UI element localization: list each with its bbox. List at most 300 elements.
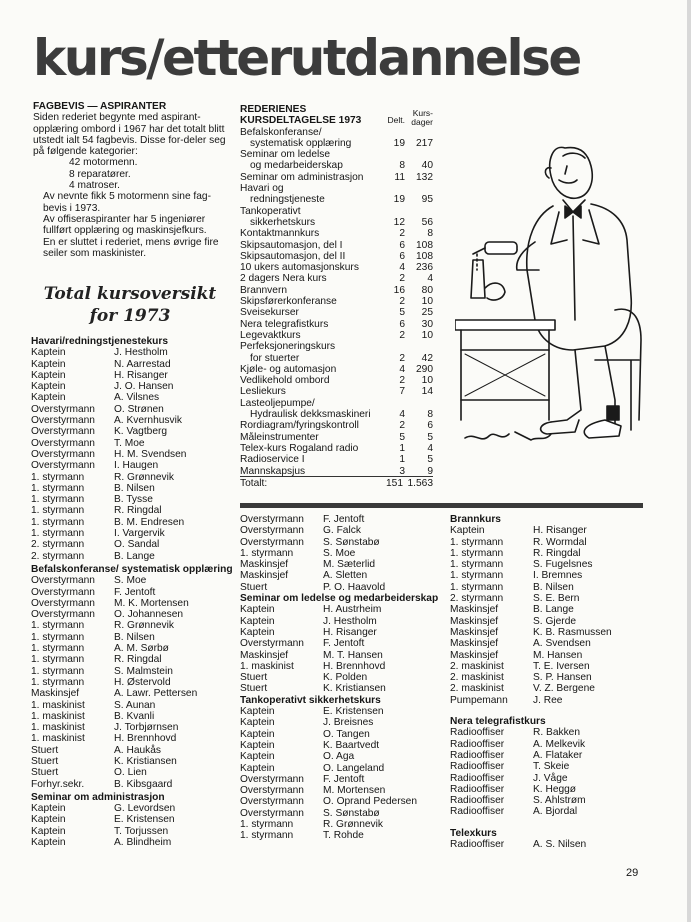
rank-cell: Stuert: [240, 581, 268, 593]
stats-row-label: Nera telegrafistkurs: [240, 318, 329, 330]
total-delt: 151: [386, 478, 403, 489]
section-heading: Seminar om administrasjon: [31, 791, 165, 803]
stats-total: [240, 478, 433, 489]
stats-row: [240, 296, 433, 307]
rank-cell: Kaptein: [31, 358, 66, 370]
table-row: [31, 381, 236, 392]
name-cell: I. Haugen: [114, 460, 159, 472]
stats-heading-line1: REDERIENES: [240, 104, 307, 115]
stats-row-label: sikkerhetskurs: [250, 216, 316, 228]
table-row: [31, 359, 236, 370]
name-cell: A. Blindheim: [114, 837, 172, 849]
stats-row: [240, 443, 433, 454]
rank-cell: 1. styrmann: [31, 471, 85, 483]
stats-row-label: Tankoperativt: [240, 205, 301, 217]
rank-cell: Overstyrmann: [240, 785, 304, 797]
rank-cell: Maskinsjef: [240, 570, 289, 582]
table-row: [31, 575, 236, 586]
stats-heading: [240, 104, 383, 127]
table-row: [240, 661, 445, 672]
table-row: [31, 494, 236, 505]
table-row: [240, 774, 445, 785]
table-row: [240, 537, 445, 548]
col-delt-header: Delt.: [387, 115, 405, 126]
name-cell: O. Tangen: [323, 728, 370, 740]
rank-cell: 1. styrmann: [31, 494, 85, 506]
stats-rows: [240, 127, 433, 477]
rank-cell: 1. styrmann: [240, 819, 294, 831]
name-cell: T. E. Iversen: [533, 660, 590, 672]
table-row: [450, 661, 645, 672]
rank-cell: 2. styrmann: [450, 593, 504, 605]
oversikt-title-line1: Total kursoversikt: [43, 284, 217, 304]
table-row: [450, 773, 645, 784]
rank-cell: Radiooffiser: [450, 795, 505, 807]
table-row: [450, 627, 645, 638]
name-cell: A. Sletten: [323, 570, 368, 582]
rank-cell: Pumpemann: [450, 694, 508, 706]
stats-row-label: Telex-kurs Rogaland radio: [240, 442, 359, 454]
stats-row-label: Skipsførerkonferanse: [240, 296, 337, 308]
rank-cell: Maskinsjef: [31, 688, 80, 700]
fagbevis-count-item: 42 motormenn.: [69, 157, 138, 169]
name-cell: R. Grønnevik: [323, 819, 384, 831]
name-cell: T. Torjussen: [114, 825, 169, 837]
rank-cell: Kaptein: [31, 825, 66, 837]
name-cell: F. Jentoft: [323, 638, 365, 650]
rank-cell: Radiooffiser: [450, 727, 505, 739]
table-row: [240, 683, 445, 694]
name-cell: K. Vagtberg: [114, 426, 168, 438]
rank-cell: Overstyrmann: [31, 609, 95, 621]
name-cell: R. Grønnevik: [114, 471, 175, 483]
stats-row-label: Seminar om administrasjon: [240, 171, 364, 183]
stats-row: [240, 251, 433, 262]
table-row: [450, 750, 645, 761]
fagbevis-intro: Siden rederiet begynte med aspirant-opplæring ombord i 1967 har det totalt blitt utstedt ialt 54 fagbevis. Disse for-deler seg på følgende kategorier:: [33, 112, 226, 158]
section-heading: Befalskonferanse/ systematisk opplæring: [31, 563, 233, 575]
table-row: [240, 650, 445, 661]
rank-cell: 1. styrmann: [31, 631, 85, 643]
stats-row-dager: 217: [416, 137, 433, 149]
stats-row: [240, 273, 433, 284]
table-row: [450, 795, 645, 806]
name-cell: M. Sæterlid: [323, 559, 376, 571]
rank-cell: 1. styrmann: [31, 643, 85, 655]
table-row: [450, 582, 645, 593]
stats-row-label: Sveisekurser: [240, 307, 299, 319]
stats-row-delt: 2: [399, 273, 405, 285]
table-row: [450, 739, 645, 750]
name-cell: K. Baartvedt: [323, 739, 380, 751]
name-cell: E. Kristensen: [114, 814, 175, 826]
rank-cell: Kaptein: [31, 837, 66, 849]
table-row: [450, 695, 645, 706]
name-cell: I. Bremnes: [533, 570, 583, 582]
rank-cell: Overstyrmann: [31, 448, 95, 460]
name-cell: J. O. Hansen: [114, 381, 174, 393]
name-cell: G. Levordsen: [114, 803, 176, 815]
stats-row-delt: [383, 341, 405, 352]
rank-cell: Maskinsjef: [450, 615, 499, 627]
stats-row-dager: 6: [427, 420, 433, 432]
table-row: [450, 839, 645, 850]
table-row: [31, 609, 236, 620]
name-cell: R. Ringdal: [533, 547, 581, 559]
name-cell: R. Ringdal: [114, 654, 162, 666]
rank-cell: Radiooffiser: [450, 772, 505, 784]
rank-cell: 1. styrmann: [31, 676, 85, 688]
table-row: [450, 548, 645, 559]
stats-row-delt: 2: [399, 296, 405, 308]
table-row: [240, 740, 445, 751]
table-row: [240, 559, 445, 570]
fagbevis-counts: [33, 157, 230, 191]
name-cell: B. Kvanli: [114, 710, 155, 722]
total-label: Totalt:: [240, 478, 268, 489]
table-row: [240, 582, 445, 593]
rank-cell: Kaptein: [240, 615, 275, 627]
stats-row: [240, 240, 433, 251]
rank-cell: Stuert: [31, 744, 59, 756]
table-row: [450, 727, 645, 738]
stats-row: [240, 183, 433, 194]
section-heading: Brannkurs: [450, 514, 501, 525]
rank-cell: Stuert: [240, 672, 268, 684]
stats-row-label: Seminar om ledelse: [240, 149, 331, 161]
fagbevis-count-item: 8 reparatører.: [69, 168, 131, 180]
rank-cell: 1. maskinist: [31, 710, 85, 722]
rank-cell: Overstyrmann: [240, 536, 304, 548]
rank-cell: Maskinsjef: [240, 559, 289, 571]
table-row: [31, 756, 236, 767]
name-cell: O. Sandal: [114, 539, 160, 551]
name-cell: F. Jentoft: [114, 586, 156, 598]
table-row: [240, 785, 445, 796]
name-cell: S. Moe: [323, 547, 356, 559]
table-row: [240, 514, 445, 525]
rank-cell: Kaptein: [31, 392, 66, 404]
name-cell: K. Kristiansen: [323, 683, 386, 695]
rank-cell: 2. maskinist: [450, 683, 504, 695]
stats-row-delt: 4: [399, 409, 405, 421]
section-divider-rule: [240, 503, 643, 508]
name-cell: H. Risanger: [533, 525, 587, 537]
table-row: [240, 672, 445, 683]
name-cell: O. Strønen: [114, 403, 164, 415]
table-row: [31, 392, 236, 403]
stats-row-dager: [405, 149, 433, 160]
stats-row-label: Radioservice I: [240, 454, 305, 466]
name-cell: F. Jentoft: [323, 773, 365, 785]
stats-row-dager: 30: [421, 318, 433, 330]
total-dager: 1.563: [407, 478, 433, 489]
name-cell: A. Lawr. Pettersen: [114, 688, 198, 700]
name-cell: H. Østervold: [114, 676, 171, 688]
stats-row-delt: [383, 206, 405, 217]
rank-cell: 1. maskinist: [31, 699, 85, 711]
stats-row-dager: 8: [427, 409, 433, 421]
stats-row-dager: [405, 341, 433, 352]
rank-cell: Kaptein: [240, 751, 275, 763]
rank-cell: Kaptein: [31, 381, 66, 393]
table-row: [240, 808, 445, 819]
stats-row-dager: 9: [427, 465, 433, 477]
rank-cell: 1. styrmann: [450, 559, 504, 571]
table-row: [31, 460, 236, 471]
name-cell: A. Melkevik: [533, 738, 586, 750]
stats-row-label: redningstjeneste: [250, 194, 325, 206]
name-cell: A. Kvernhusvik: [114, 415, 182, 427]
stats-row-label: for stuerter: [250, 352, 300, 364]
stats-row-delt: 6: [399, 239, 405, 251]
name-cell: K. Polden: [323, 672, 368, 684]
stats-row: [240, 206, 433, 217]
table-row: [450, 638, 645, 649]
name-cell: A. M. Sørbø: [114, 643, 169, 655]
rank-cell: Maskinsjef: [450, 604, 499, 616]
table-row: [31, 803, 236, 814]
rank-cell: Kaptein: [450, 525, 485, 537]
name-cell: K. Kristiansen: [114, 755, 177, 767]
table-row: [240, 525, 445, 536]
rank-cell: 1. maskinist: [31, 733, 85, 745]
stats-row: [240, 228, 433, 239]
table-row: [450, 683, 645, 694]
name-cell: H. M. Svendsen: [114, 448, 187, 460]
name-cell: J. Ree: [533, 694, 563, 706]
table-row: [240, 548, 445, 559]
name-cell: R. Wormdal: [533, 536, 587, 548]
table-row: [31, 779, 236, 790]
stats-row: [240, 364, 433, 375]
stats-row-dager: 236: [416, 262, 433, 274]
rank-cell: Overstyrmann: [31, 437, 95, 449]
table-row: [31, 733, 236, 744]
name-cell: M. T. Hansen: [323, 649, 383, 661]
stats-row-label: Legevaktkurs: [240, 329, 301, 341]
stats-row-dager: 108: [416, 239, 433, 251]
stats-row: [240, 341, 433, 352]
fagbevis-p4: En er sluttet i rederiet, mens øvrige fire seiler som maskinister.: [43, 236, 219, 259]
stats-row: [240, 172, 433, 183]
stats-row-dager: [405, 127, 433, 138]
stats-row: [240, 398, 433, 409]
name-cell: S. Ahlstrøm: [533, 795, 586, 807]
name-cell: N. Aarrestad: [114, 358, 171, 370]
name-cell: S. Moe: [114, 575, 147, 587]
stats-row-delt: [383, 398, 405, 409]
name-cell: M. Mortensen: [323, 785, 386, 797]
stats-row: [240, 330, 433, 341]
name-cell: H. Austrheim: [323, 604, 382, 616]
table-row: [31, 598, 236, 609]
table-row: [240, 729, 445, 740]
rank-cell: Stuert: [240, 683, 268, 695]
stats-row-label: Kjøle- og automasjon: [240, 363, 337, 375]
oversikt-title-line2: for 1973: [89, 306, 171, 326]
table-row: [240, 819, 445, 830]
name-cell: J. Torbjørnsen: [114, 722, 179, 734]
stats-row-dager: 42: [421, 352, 433, 364]
name-cell: E. Kristensen: [323, 706, 384, 718]
name-cell: P. O. Haavold: [323, 581, 386, 593]
stats-row-dager: 108: [416, 250, 433, 262]
rank-cell: Overstyrmann: [31, 597, 95, 609]
table-row: [31, 826, 236, 837]
stats-row: [240, 194, 433, 205]
stats-row-dager: 290: [416, 363, 433, 375]
stats-row: [240, 420, 433, 431]
rank-cell: 1. styrmann: [31, 516, 85, 528]
name-cell: A. S. Nilsen: [533, 839, 587, 851]
table-row: [31, 688, 236, 699]
rank-cell: Kaptein: [240, 706, 275, 718]
rank-cell: Overstyrmann: [31, 575, 95, 587]
fagbevis-count-item: 4 matroser.: [69, 180, 120, 192]
table-row: [240, 638, 445, 649]
table-row: [450, 761, 645, 772]
table-row: [450, 559, 645, 570]
rank-cell: Radiooffiser: [450, 783, 505, 795]
rank-cell: Overstyrmann: [240, 638, 304, 650]
name-cell: A. Flataker: [533, 749, 583, 761]
name-cell: T. Skeie: [533, 761, 570, 773]
stats-row: [240, 353, 433, 364]
stats-row-dager: [405, 183, 433, 194]
table-row: [31, 517, 236, 528]
stats-row-delt: 7: [399, 386, 405, 398]
table-row: [450, 593, 645, 604]
name-cell: S. Sønstabø: [323, 807, 380, 819]
col-kursdager-line2: dager: [411, 116, 433, 127]
table-row: [450, 650, 645, 661]
stats-row-delt: 5: [399, 307, 405, 319]
stats-row-delt: 6: [399, 250, 405, 262]
col-kursdager-line1: Kurs-: [412, 107, 433, 118]
name-cell: J. Hestholm: [323, 615, 377, 627]
rank-cell: 1. styrmann: [240, 547, 294, 559]
stats-row-delt: 1: [399, 454, 405, 466]
list-column-2: [240, 514, 445, 842]
stats-row-label: og medarbeiderskap: [250, 160, 343, 172]
stats-row-delt: 2: [399, 228, 405, 240]
stats-row-label: 2 dagers Nera kurs: [240, 273, 327, 285]
table-row: [450, 570, 645, 581]
stats-row-delt: 19: [393, 137, 405, 149]
stats-row: [240, 454, 433, 465]
rank-cell: 1. styrmann: [31, 665, 85, 677]
stats-row-dager: 80: [421, 284, 433, 296]
rank-cell: Kaptein: [240, 728, 275, 740]
stats-row-delt: 2: [399, 352, 405, 364]
table-row: [450, 604, 645, 615]
name-cell: R. Grønnevik: [114, 620, 175, 632]
stats-row: [240, 262, 433, 273]
table-row: [240, 616, 445, 627]
stats-row-delt: [383, 183, 405, 194]
stats-row-label: Måleinstrumenter: [240, 431, 319, 443]
table-row: [31, 415, 236, 426]
stats-row: [240, 386, 433, 397]
name-cell: J. Breisnes: [323, 717, 374, 729]
fagbevis-p2: Av nevnte fikk 5 motormenn sine fag-bevis i 1973.: [43, 191, 211, 214]
stats-row-label: Kontaktmannkurs: [240, 228, 320, 240]
name-cell: F. Jentoft: [323, 514, 365, 525]
name-cell: H. Brennhovd: [323, 660, 386, 672]
table-row: [31, 347, 236, 358]
name-cell: A. Haukås: [114, 744, 161, 756]
rank-cell: Kaptein: [240, 739, 275, 751]
table-row: [240, 751, 445, 762]
rank-cell: Radiooffiser: [450, 738, 505, 750]
name-cell: B. Nilsen: [114, 482, 155, 494]
name-cell: A. Svendsen: [533, 638, 591, 650]
stats-row: [240, 432, 433, 443]
stats-row-delt: 3: [399, 465, 405, 477]
stats-row-delt: 1: [399, 442, 405, 454]
stats-row-dager: 4: [427, 273, 433, 285]
name-cell: B. M. Endresen: [114, 516, 185, 528]
rank-cell: 2. styrmann: [31, 539, 85, 551]
name-cell: A. Bjordal: [533, 806, 578, 818]
rank-cell: Maskinsjef: [450, 626, 499, 638]
table-row: [240, 763, 445, 774]
rank-cell: Maskinsjef: [450, 649, 499, 661]
illustration-man-pouring-drink: [455, 120, 645, 470]
name-cell: G. Falck: [323, 525, 361, 537]
table-row: [240, 796, 445, 807]
stats-row-dager: 14: [421, 386, 433, 398]
rank-cell: Overstyrmann: [240, 773, 304, 785]
table-row: [240, 627, 445, 638]
fagbevis-section: [33, 101, 230, 259]
fagbevis-p3: Av offiseraspiranter har 5 ingeniører fullført opplæring og maskinsjefkurs.: [43, 213, 207, 237]
stats-row-delt: 11: [394, 171, 405, 183]
rank-cell: 1. styrmann: [31, 654, 85, 666]
table-row: [31, 426, 236, 437]
table-row: [31, 711, 236, 722]
table-row: [31, 472, 236, 483]
stats-row-label: Befalskonferanse/: [240, 126, 322, 138]
table-row: [450, 537, 645, 548]
stats-row: [240, 127, 433, 138]
stats-row-label: Lesliekurs: [240, 386, 286, 398]
rank-cell: 1. styrmann: [450, 570, 504, 582]
rank-cell: Kaptein: [240, 762, 275, 774]
stats-row-delt: 2: [399, 329, 405, 341]
rank-cell: Kaptein: [31, 347, 66, 359]
rank-cell: 1. maskinist: [240, 660, 294, 672]
stats-row-dager: [405, 398, 433, 409]
table-row: [31, 654, 236, 665]
name-cell: K. B. Rasmussen: [533, 626, 612, 638]
stats-row: [240, 319, 433, 330]
stats-row-delt: 6: [399, 318, 405, 330]
rank-cell: Overstyrmann: [31, 415, 95, 427]
page-number: 29: [626, 867, 639, 879]
table-row: [31, 677, 236, 688]
table-row: [31, 745, 236, 756]
stats-row-label: Skipsautomasjon, del II: [240, 250, 346, 262]
stats-row-delt: 4: [399, 363, 405, 375]
rank-cell: Radiooffiser: [450, 749, 505, 761]
table-row: [31, 505, 236, 516]
name-cell: H. Risanger: [323, 626, 377, 638]
stats-row-delt: 19: [393, 194, 405, 206]
stats-row: [240, 217, 433, 228]
stats-total-rule: [240, 476, 433, 477]
